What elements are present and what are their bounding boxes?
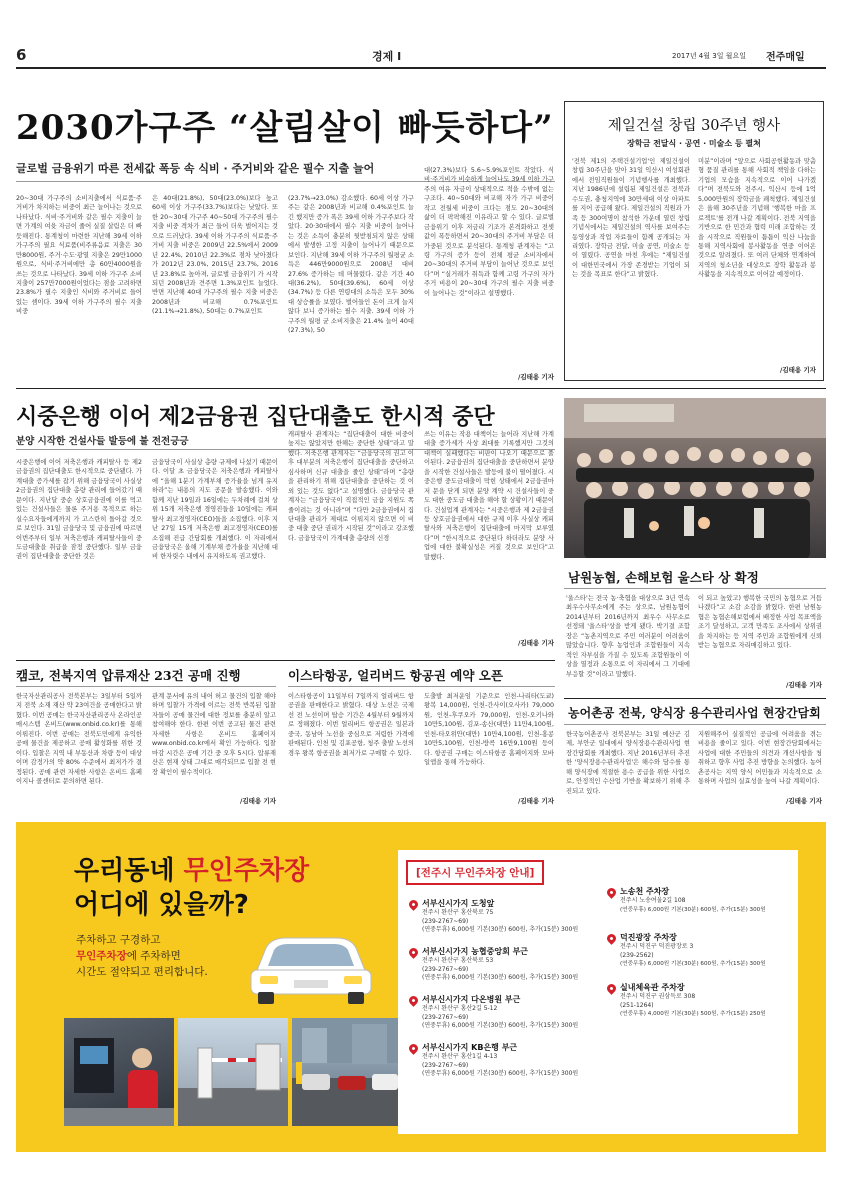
ad-left-list: [408, 898, 608, 1090]
article2-headline: 제일건설 창립 30주년 행사: [607, 118, 781, 134]
article7-headline: 농어촌공 전북, 양식장 용수관리사업 현장간담회: [568, 706, 821, 720]
parking-item-name: 서부신시가지 도청앞: [422, 899, 495, 908]
article3-col4: 쓰는 이유는 작용 대책이는 늘어라 지난해 가계대출 증가세가 사상 최대를 기록했지만 그것의 대책이 실패했다는 비판이 나오기 때문으로 풀이된다. 2금융권의 집단대출을 중단하면서 분양을 시작한 건설사들은 발등에 불이 떨어졌다. 시중은행 중도금대출이 막힌 상태에서 2금융권마저 문을 닫게 되면 분양 계약 시 건설사들이 중도 대한 중도금 대출을 해야 할 상황이기 때문이다. 건설업계 관계자는 “시중은행과 제 2금융권 등 상호금융권에서 대한 규제 이후 사실상 캐피탈사와 저축은행이 집단대출에 마지막 보루였다”며 “한시적으로 중단된다 하더라도 분양 사업에 대한 불확실성은 커질 것으로 보인다”고 말했다.: [424, 431, 554, 561]
article3-subhead: 분양 시작한 건설사들 발등에 불 전전긍긍: [16, 436, 189, 447]
article4-byline: /김태용 기자: [785, 681, 822, 689]
parking-item-tel: (239-2562): [620, 951, 654, 959]
article7-byline: /김태용 기자: [785, 797, 822, 805]
ad-info-panel: [398, 850, 798, 1134]
parking-item-address: 전주시 덕진구 덕진광장로 3: [620, 943, 694, 950]
parking-item-address: 전주시 완산구 홍산북로 53: [422, 957, 494, 964]
article5-col2: 관계 문서에 유의 내어 허고 물건의 입찰 해야 하며 입찰가 가격에 이르는 전북 반복된 입찰자들이 공매 물건에 대한 정보를 충분히 알고 참여해야 한다. 한편 이번 공고된 물건 관련 자세한 사항은 온비드 홈페이지 www.onbid.co.kr에서 확인 가능하다. 입찰 마감 시간은 공매 기간 중 오후 5시다. 압류재산은 현재 상태 그대로 매각되므로 입찰 전 현장 확인이 필수적이다.: [152, 693, 276, 776]
article5-byline: /김태용 기자: [239, 797, 276, 805]
ad-body-line3: 시간도 절약되고 편리합니다.: [76, 966, 208, 978]
location-pin-icon: [407, 946, 420, 959]
article1-headline: 2030가구주 “살림살이 빠듯하다”: [16, 108, 554, 148]
parking-item: [606, 886, 794, 932]
parking-item: [408, 898, 608, 946]
article5-col1: 한국자산관리공사 전북본부는 3일부터 5일까지 전북 소재 재산 약 23여건을 공매한다고 밝혔다. 이번 공매는 한국자산관리공사 온라인공매시스템 온비드(www.onbid.co.kr)를 통해 이뤄진다. 이번 공매는 전북도민에게 유익한 공매 물건을 제공하고 공매 활성화를 위한 것이다. 입찰은 지역 내 부동산과 차량 등이 대상이며 감정가의 약 80% 수준에서 최저가가 결정된다. 공매 관련 자세한 사항은 온비드 홈페이지나 콜센터로 문의하면 된다.: [16, 693, 142, 785]
parking-ad: [16, 822, 826, 1152]
group-photo-illustration: [564, 398, 826, 558]
parking-item-tel: (251-1264): [620, 1001, 654, 1009]
ad-body-line2: 무인주차장에 주차하면: [76, 950, 181, 962]
article1-col3: (23.7%→23.0%) 감소했다. 60세 이상 가구주는 같은 2008년과 비교해 0.4%포인트 늘긴 했지만 증가 폭은 39세 이하 가구주보다 작았다. 20·30대에서 필수 지출 비중이 늘어나는 것은 소득이 충분히 뒷받침되지 않은 상태에서 발생한 고정 지출이 늘어나기 때문으로 보인다. 지난해 39세 이하 가구주의 월평균 소득은 446만9000원으로 2008년 대비 27.6% 증가하는 데 머물렀다. 같은 기간 40대(36.2%), 50대(39.6%), 60세 이상(34.7%) 등 다른 연령대의 소득은 모두 30%대 상승률을 보였다. 벌어들인 돈이 크게 늘지 않다 보니 증가하는 필수 지출. 39세 이하 가구주의 월평 균 소비지출은 21.4% 늘어 40대(27.3%), 50: [288, 195, 414, 335]
article6-headline: 이스타항공, 얼리버드 항공권 예약 오픈: [288, 668, 503, 683]
article4-col2: 이 되고 높았고) 행복한 국민의 농협으로 거듭 나겠다”고 소감 소감을 밝혔다. 한편 남원농협은 농협손해보험에서 배정한 사업 목표액을 조기 달성하고, 고객 만족도 조사에서 상위권을 차지하는 등 지역 주민과 조합원에게 신뢰받는 농협으로 자리매김하고 있다.: [698, 595, 822, 650]
article1-subhead: 글로벌 금융위기 따른 전세값 폭등 속 식비 · 주거비와 같은 필수 지출 늘어: [16, 162, 375, 175]
car-illustration: [246, 918, 376, 1008]
parking-item-name: 서부신시가지 다온병원 부근: [422, 995, 521, 1004]
issue-date: 2017년 4월 3일 월요일: [672, 52, 746, 60]
article6-col2: 도출발 최저운임 기준으로 인천-나리타(도쿄) 왕복 14,000원, 인천-간사이(오사카) 79,000원, 인천-후쿠오카 79,000원, 인천-오키나와 10만5,100원, 김포-송산(대만) 11만4,100원, 인천-타오위안(대만) 10만4,100원, 인천-홍콩 10만5,100원, 인천-방콕 16만9,100원 등이다. 항공권 구매는 이스타항공 홈페이지와 모바일앱을 통해 가능하다.: [424, 693, 554, 767]
parking-item-name: 덕진광장 주차장: [620, 933, 677, 942]
parking-item-fee: (연중무휴) 4,000원 기본(30분) 500원, 추가(15분) 250원: [620, 1011, 766, 1018]
parking-item-address: 전주시 덕진구 권삼득로 308: [620, 993, 696, 1000]
parking-item-fee: (연중무휴) 6,000원 기본(30분) 600원, 추가(15분) 300원: [422, 1070, 579, 1078]
location-pin-icon: [605, 886, 618, 899]
article1-byline: /김태용 기자: [517, 373, 554, 381]
parking-item-tel: (239-2767~69): [422, 1013, 469, 1021]
parking-item-tel: (239-2767~69): [422, 917, 469, 925]
parking-item-fee: (연중무휴) 6,000원 기본(30분) 600원, 추가(15분) 300원: [422, 1022, 579, 1030]
article2-subhead: 장학금 전달식 · 공연 · 미술소 등 펼쳐: [627, 139, 761, 148]
parking-item-name: 서부신시가지 KB은행 부근: [422, 1043, 518, 1052]
parking-item: [408, 946, 608, 994]
location-pin-icon: [407, 898, 420, 911]
parking-item-address: 전주시 완산구 홍산2길 5-12: [422, 1005, 498, 1012]
parking-item-address: 전주시 완산구 홍산북로 75: [422, 909, 494, 916]
article6-col1: 이스타항공이 11일부터 7일까지 얼리버드 항공권을 판매한다고 밝혔다. 대상 노선은 국제선 전 노선이며 탑승 기간은 4월부터 9월까지로 정해졌다. 이번 얼리버드 항공권은 일본과 중국, 동남아 노선을 중심으로 저렴한 가격에 판매된다. 인천 및 김포공항, 청주 출발 노선의 경우 왕복 항공권을 최저가로 구매할 수 있다.: [288, 693, 414, 757]
article2-byline: /김태용 기자: [779, 366, 816, 374]
group-photo: [564, 398, 826, 558]
parking-item: [606, 982, 794, 1032]
location-pin-icon: [605, 932, 618, 945]
article3-headline: 시중은행 이어 제2금융권 집단대출도 한시적 중단: [16, 404, 495, 430]
ad-photo-lot: [292, 1018, 402, 1126]
article2-col1: '전북 제1의 주택건설기업'인 제일건설이 창립 30주년을 맞아 31일 익산시 여성회관에서 전임직원들이 기념행사를 개최했다. 지난 1986년에 설립된 제일건설은 전북과 수도권, 충청지역에 30만세대 이상 아파트를 지어 공급해 왔다. 제일건설의 직원과 가족 등 300여명이 참석한 가운데 열린 창립 기념식에서는 제일건설의 역사를 보여주는 동영상과 작업 자료들이 함께 공개되는 자리였다. 장학금 전달, 미술 공연, 미술소 등이 열렸다. 공연을 마친 후에는 “제일건설이 대한민국에서 가장 존경받는 기업이 되는 것을 목표로 한다”고 밝혔다.: [572, 158, 690, 279]
article3-byline: /김태용 기자: [517, 639, 554, 647]
ad-body-line1: 주차하고 구경하고: [76, 934, 161, 946]
ad-headline-line2: 어디에 있을까?: [74, 890, 249, 920]
parking-item-name: 실내체육관 주차장: [620, 983, 685, 992]
parking-item: [408, 1042, 608, 1090]
article7-col2: 지원해주어 실질적인 공급에 어려움을 겪는 비용을 줄이고 있다. 이번 현장간담회에서는 사업에 대한 주민들의 의견과 개선사항을 청취하고 향후 사업 추진 방향을 논의했다. 농어촌공사는 지역 양식 어민들과 지속적으로 소통하며 사업의 실효성을 높여 나갈 계획이다.: [698, 731, 822, 786]
parking-item: [408, 994, 608, 1042]
parking-item-fee: (연중무휴) 6,000원 기본(30분) 600원, 추가(15분) 300원: [422, 926, 579, 934]
parking-item-fee: (연중무휴) 6,000원 기본(30분) 600원, 추가(15분) 300원: [422, 974, 579, 982]
article7-col1: 한국농어촌공사 전북본부는 31일 예산군 김제, 부안군 일대에서 양식장용수관리사업 현장간담회를 개최했다. 지난 2016년부터 추진한 '양식장용수관리사업'은 해수와 담수를 통해 양식장에 적절한 용수 공급을 위한 사업으로, 안정적인 수산업 기반을 확보하기 위해 추진되고 있다.: [566, 731, 690, 795]
article5-headline: 캠코, 전북지역 압류재산 23건 공매 진행: [16, 668, 241, 683]
article4-headline: 남원농협, 손해보험 울스타 상 확정: [568, 570, 759, 585]
article3-col2: 금융당국이 사실상 총량 규제에 나섰기 때문이다. 이달 초 금융당국은 저축은행과 캐피탈사에 “올해 1분기 가계부채 증가율을 넘게 유지하라”는 내용의 지도 공문을 발송했다. 이와 함께 지난 19일과 16일에는 두차례에 걸쳐 상위 15개 저축은행 경영진들을 10일에는 캐피탈사 최고경영자(CEO)들을 소집했다. 이후 지난 27일 15개 저축은행 최고경영자(CEO)를 소집해 진급 간담회를 개최했다. 이 자리에서 금융당국은 올해 기계부채 증가율을 지난해 대비 한자릿수 내에서 유지하도록 권고했다.: [152, 459, 278, 561]
article2-col2: 미분”이라며 “앞으로 사회공헌활동과 맞춤형 품질 관리를 통해 사회적 책임을 다하는 기업의 모습을 지속적으로 이어 나가겠다”며 전북도와 전주시, 익산시 등에 1억5,000만원의 장학금을 쾌척했다. 제일건설은 올해 30주년을 기념해 '행복한 마을 프로젝트'를 전개 나갈 계획이다. 전북 지역을 기반으로 한 민간과 협력 미래 조합하는 것을 시작으로 직원들이 틈틈이 익산 나눔을 통해 지역사회에 봉사활동을 연중 이어온 것으로 알려졌다. 또 여러 단체와 연계하여 지역의 청소년을 대상으로 장학 활동과 봉사활동을 지속적으로 이어갈 예정이다.: [698, 158, 816, 279]
parking-item-name: 노송천 주차장: [620, 887, 670, 896]
parking-item-address: 전주시 완산구 홍산1길 4-13: [422, 1053, 498, 1060]
article3-col3: 캐피탈사 관계자는 “집단대출이 대한 비중이 높지는 않았지만 한해는 중단한 상태”라고 말했다. 저축은행 관계자는 “금융당국의 권고 이후 대부분의 저축은행이 집단대출을 중단하고 심사하며 신규 대출을 줄인 상태”라며 “총량을 관리하기 위해 집단대출을 중단하는 것 이외 있는 것도 없다”고 설명했다. 금융당국 관계자는 “금융당국이 직접적인 금융 지원도 쪽 줄이려는 것 아니라”며 “다만 2금융권에서 집단대출 관리가 제대로 이뤄지지 않으면 이 비중 대출 중단 권리가 시작된 것”이라고 강조했다. 금융당국이 가계대출 총량의 신경: [288, 431, 414, 542]
article3-col1: 시중은행에 이어 저축은행과 캐피탈사 등 제2금융권의 집단대출도 한시적으로 중단됐다. 가계대출 증가세를 잡기 위해 금융당국이 사실상 2금융권의 집단대출 총량 관리에 들어갔기 때문이다. 지난달 중순 상호금융권에 이를 먹고 있는 건설사들은 물론 주거용 목적으로 하는 실수요자들에게까지 가 고스란히 돌아갈 것으로 보인다. 31일 금융당국 및 금융권에 따르면 이번주부터 일부 저축은행과 캐피탈사들이 중도금대출을 취급을 잠정 중단했다. 일부 금융권이 집단대출을 중단한 것은: [16, 459, 142, 561]
article1-col1: 20~30대 가구주의 소비지출에서 식료품·주거비가 차지하는 비중이 최근 늘어나는 것으로 나타났다. 식비·주거비와 같은 필수 지출이 늘면 가계의 여윳 자금이 줄어 실질 살림은 더 빠듯해진다. 통계청이 마련한 지난해 39세 이하 가구주의 필요 식료품(비주류음료 지출은 30만8000원, 주거·수도·광열 지출은 29만1000원으로, 식비·주거비에만 총 60만4000원을 쓰는 것으로 나타났다. 39세 이하 가구주 소비지출이 257만7000원이었다는 점을 고려하면 23.8%가 필수 지출인 식비와 주거비로 들어 있는 셈이다. 39세 이하 가구주의 필수 지출 비중: [16, 195, 142, 316]
ad-info-title: [전주시 무인주차장 안내]: [406, 860, 544, 885]
ad-headline-line1: 우리동네 무인주차장: [74, 856, 310, 886]
parking-item-fee: (연중무휴) 6,000원 기본(30분) 600원, 추가(15분) 300원: [620, 961, 766, 968]
parking-item-address: 전주시 노송여울2길 108: [620, 897, 686, 904]
ad-headline-highlight: 무인주차장: [183, 856, 310, 886]
ad-photo-kiosk: [64, 1018, 174, 1126]
page-number: 6: [16, 46, 27, 64]
article1-col4: 대(27.3%)보다 5.6~5.9%포인트 작았다. 식비·주거비가 비슷하게 늘어나도 39세 이하 가구주의 여유 자금이 상대적으로 적을 수밖에 없는 구조다. 40~50대와 비교해 자가 가구 비중이 작고 전월세 비중이 크다는 점도 20~30대의 삶이 더 팍팍해진 이유라고 할 수 있다. 글로벌 금융위기 이후 저금리 기조가 본격화하고 전셋값이 폭등하면서 20~30대의 주거비 부담은 더 가중된 것으로 분석된다. 통계청 관계자는 “고령 가구의 증가 등이 전체 평균 소비자에서 20~30대의 주거비 부담이 늘어난 것으로 보인다”며 “실거래가 취득과 함께 고령 가구의 자가 주거 비용이 20~30대 가구의 필수 지출 비중이 늘어나는 것”이라고 설명했다.: [424, 167, 554, 297]
parking-item-tel: (239-2767~69): [422, 1061, 469, 1069]
ad-right-list: [606, 886, 794, 1032]
article1-col2: 은 40대(21.8%), 50대(23.0%)보다 높고 60세 이상 가구주(33.7%)보다는 낮았다. 또한 20~30대 가구주 40~50대 가구주의 필수 지출 비중 격차가 최근 들어 더욱 벌어지는 것으로 드러났다. 39세 이하 가구주의 식료품·주거비 지출 비중은 2009년 22.5%에서 2009년 22.4%, 2010년 22.3%로 점차 낮아졌다가 2012년 23.0%, 2015년 23.7%, 2016년 23.8%로 높아져, 글로벌 금융위기 가 시작되던 2008년과 견주면 1.3%포인트 늘었다. 반면 지난해 40대 가구주의 필수 지출 비중은 2008년과 비교해 0.7%포인트(21.1%→21.8%), 50대는 0.7%포인트: [152, 195, 278, 316]
article6-byline: /김태용 기자: [517, 797, 554, 805]
location-pin-icon: [605, 982, 618, 995]
article4-col1: '울스타'는 전국 농·축협을 대상으로 3년 연속 최우수사무소에게 주는 상으로, 남원농협이 2014년부터 2016년까지 최우수 사무소로 선정돼 '울스타'상을 받게 됐다. 박기결 조합장은 “농촌지역으로 주민 여러분이 어려움이 많았습니다. 향후 농업인과 조합원들이 지속적인 자부심을 가질 수 있도록 조합원들이 이 상을 열정과 소통으로 이 자리에서 그 기대에 부응할 것”이라고 말했다.: [566, 595, 690, 678]
header-rule: [16, 67, 826, 69]
parking-item-tel: (239-2767~69): [422, 965, 469, 973]
parking-item-name: 서부신시가지 농협중앙회 부근: [422, 947, 529, 956]
parking-item: [606, 932, 794, 982]
location-pin-icon: [407, 994, 420, 1007]
section-name: 경제 I: [372, 50, 402, 63]
parking-item-fee: (연중무휴) 6,000원 기본(30분) 600원, 추가(15분) 300원: [620, 906, 766, 913]
ad-photo-gate: [178, 1018, 288, 1126]
location-pin-icon: [407, 1042, 420, 1055]
paper-name: 전주매일: [766, 52, 805, 63]
